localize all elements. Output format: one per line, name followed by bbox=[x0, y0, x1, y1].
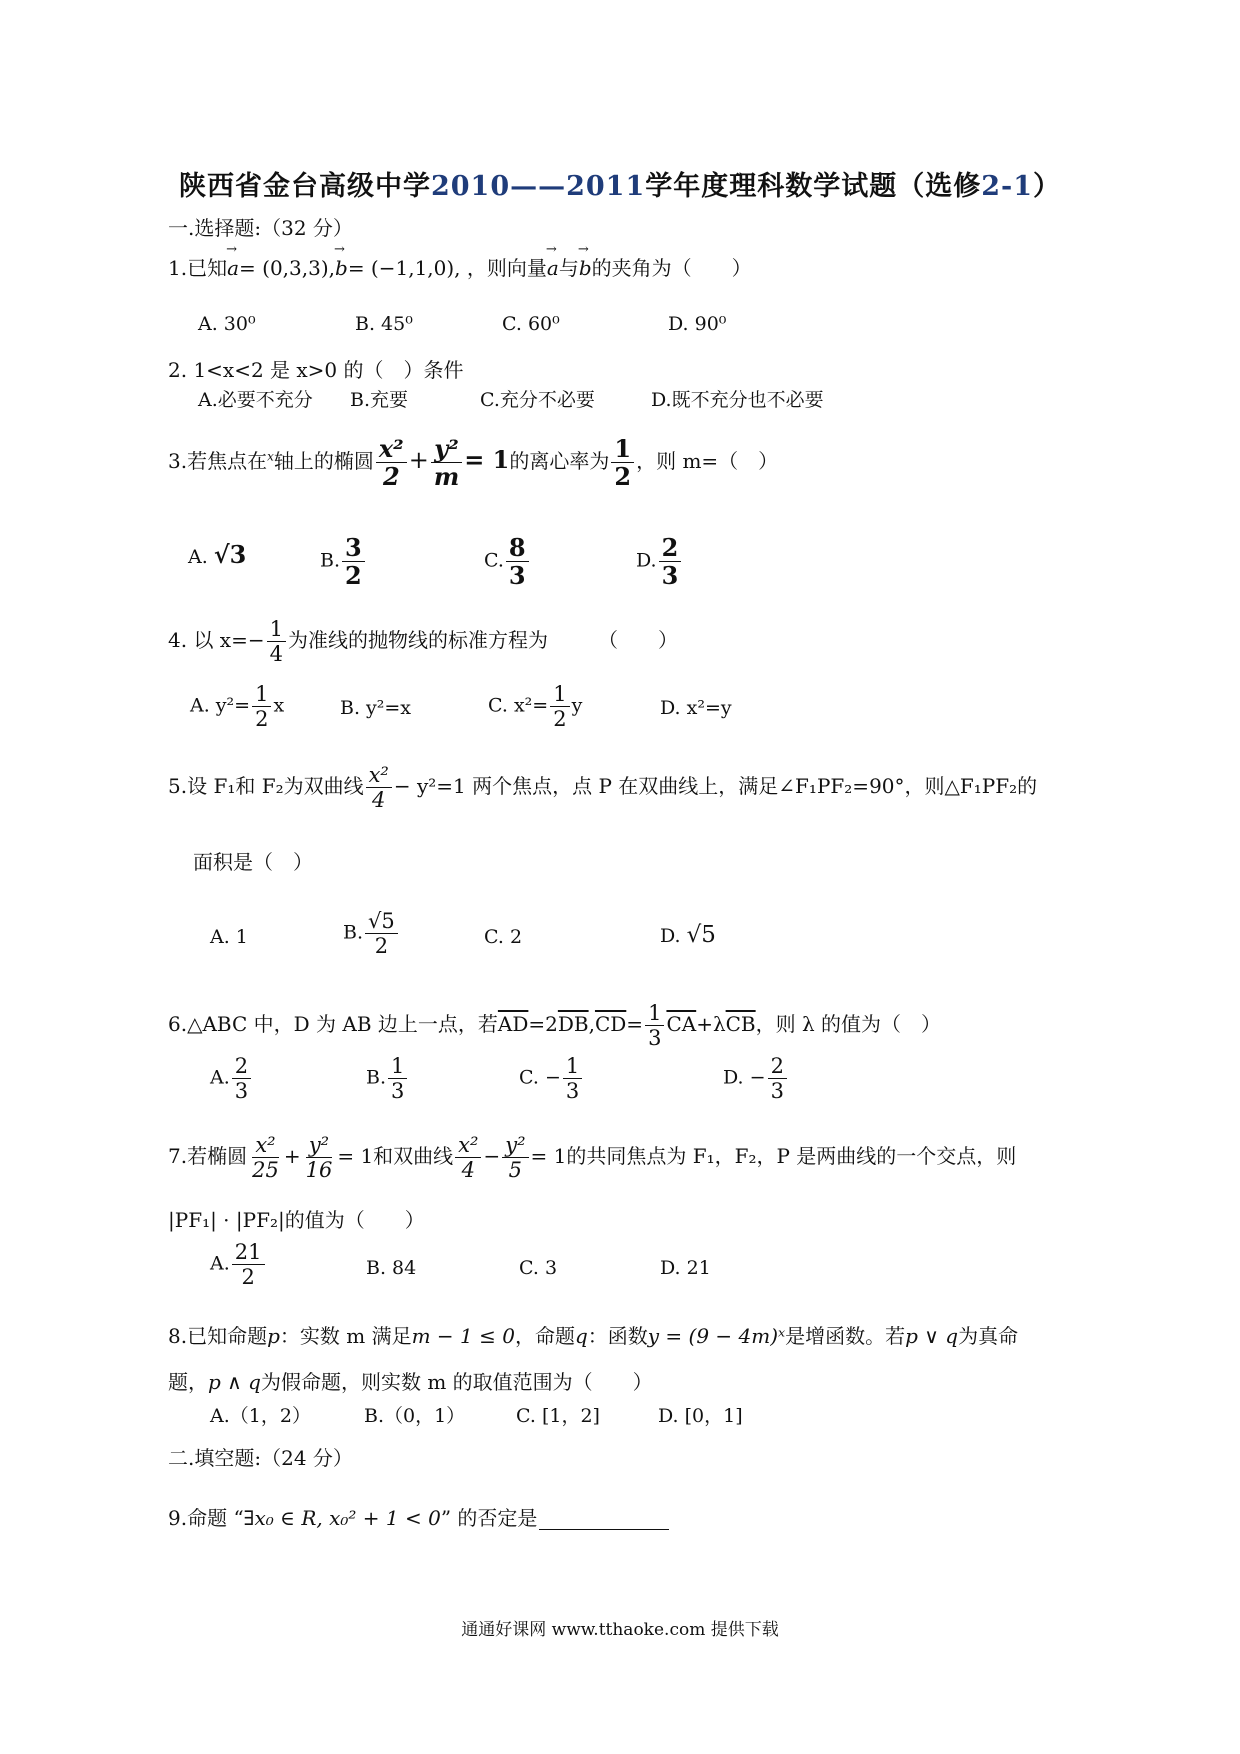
q7-option-d: D. 21 bbox=[660, 1257, 711, 1279]
q7-opt-a-label: A. bbox=[210, 1252, 230, 1275]
q7-frac-y2-5: $\frac{\text{y²}}{5}$ bbox=[502, 1134, 528, 1181]
q7-option-b: B. 84 bbox=[366, 1257, 417, 1279]
q6-vec-ad: $\overline{AD}$ bbox=[497, 1012, 529, 1037]
q1-option-a: A. 30⁰ bbox=[198, 313, 256, 335]
q6-eq1: =2 bbox=[528, 1012, 558, 1037]
q8-p-or-q: p ∨ q bbox=[905, 1324, 959, 1348]
q7-frac-y2-16: $\frac{\text{y²}}{16}$ bbox=[305, 1133, 333, 1183]
q6-comma: , bbox=[588, 1012, 595, 1037]
q4-opt-a-label: A. y²= bbox=[190, 694, 251, 717]
q6-opt-b-label: B. bbox=[366, 1066, 387, 1089]
question-2: 2. 1<x<2 是 x>0 的（ ）条件 bbox=[168, 358, 464, 382]
q6-eq2: = bbox=[626, 1012, 644, 1037]
q3-plus: + bbox=[408, 446, 429, 475]
q3-opt-a-label: A. bbox=[188, 546, 208, 568]
q3-frac-y2-m: $\frac{\text{y²}}{m}$ bbox=[431, 436, 462, 489]
q3-ellipse-text: 轴上的椭圆 bbox=[273, 449, 374, 474]
q8-function: y = (9 − 4m)ˣ bbox=[647, 1324, 786, 1348]
q5-frac-x2-4: $\frac{\text{x²}}{4}$ bbox=[366, 764, 392, 811]
q8-q-text: ，命题 bbox=[514, 1324, 575, 1348]
q5-stem: 5.设 F₁和 F₂为双曲线 bbox=[168, 774, 364, 799]
q6-vec-cb: $\overline{CB}$ bbox=[725, 1012, 756, 1037]
q6-opt-a-label: A. bbox=[210, 1066, 230, 1089]
q8-line-2 bbox=[168, 1370, 653, 1394]
q3-stem: 3.若焦点在 bbox=[168, 449, 268, 474]
question-5 bbox=[168, 764, 1037, 811]
q9-answer-blank bbox=[539, 1529, 669, 1530]
q3-opt-d-label: D. bbox=[636, 549, 657, 572]
q7-option-c: C. 3 bbox=[519, 1257, 558, 1279]
q3-ask: ，则 m=（ ） bbox=[636, 449, 779, 474]
q7-ask: |PF₁| · |PF₂|的值为（ ） bbox=[168, 1208, 425, 1232]
q1-option-c: C. 60⁰ bbox=[502, 313, 560, 335]
q8-p-text: ：实数 m 满足 bbox=[279, 1324, 412, 1348]
q6-opt-c-label: C. − bbox=[519, 1066, 561, 1089]
question-7 bbox=[168, 1134, 1016, 1181]
q1-vector-a-value: = (0,3,3), bbox=[239, 256, 335, 280]
q6-option-d bbox=[723, 1055, 789, 1102]
q6-opt-b-frac: $\frac{1}{3}$ bbox=[388, 1055, 407, 1102]
q7-plus: + bbox=[283, 1144, 301, 1169]
section-fill-heading: 二.填空题:（24 分） bbox=[168, 1446, 353, 1470]
q8-true-text: 为真命 bbox=[958, 1324, 1019, 1348]
q8-option-d: D. [0，1] bbox=[658, 1405, 743, 1427]
page-title bbox=[0, 164, 1240, 203]
q7-eq2: = 1 bbox=[530, 1144, 567, 1169]
q3-ecc-text: 的离心率为 bbox=[509, 449, 610, 474]
q4-option-c bbox=[488, 683, 582, 730]
q7-frac-x2-4: $\frac{\text{x²}}{4}$ bbox=[455, 1134, 481, 1181]
q1-stem: 1.已知 bbox=[168, 256, 228, 280]
q8-func-text: ：函数 bbox=[587, 1324, 648, 1348]
q6-opt-d-label: D. − bbox=[723, 1066, 766, 1089]
q8-option-a: A.（1，2） bbox=[210, 1405, 311, 1427]
q9-stem: 9.命题 “ bbox=[168, 1506, 244, 1530]
q4-frac-1-4: $\frac{1}{4}$ bbox=[267, 618, 286, 665]
q3-option-b bbox=[320, 533, 367, 591]
title-close: ） bbox=[1033, 171, 1062, 202]
question-9 bbox=[168, 1506, 669, 1530]
q7-frac-x2-25: $\frac{\text{x²}}{25}$ bbox=[252, 1133, 279, 1183]
q6-vec-ca: $\overline{CA}$ bbox=[666, 1012, 697, 1037]
q3-frac-x2-2: $\frac{\text{x²}}{2}$ bbox=[376, 436, 407, 489]
q5-condition: − y²=1 两个焦点，点 P 在双曲线上，满足∠F₁PF₂=90°，则△F₁PF₂的 bbox=[393, 774, 1038, 799]
q7-condition: 的共同焦点为 F₁，F₂，P 是两曲线的一个交点，则 bbox=[566, 1144, 1017, 1169]
q3-opt-b-label: B. bbox=[320, 549, 341, 572]
q6-frac-1-3: $\frac{1}{3}$ bbox=[645, 1002, 664, 1049]
vector-a-2: → a bbox=[547, 256, 559, 280]
q3-option-a bbox=[188, 541, 246, 570]
q6-ask: ，则 λ 的值为（ ） bbox=[755, 1012, 942, 1037]
q3-opt-a-value: √3 bbox=[213, 540, 247, 569]
q1-option-b: B. 45⁰ bbox=[355, 313, 413, 335]
q4-option-a bbox=[190, 683, 284, 730]
q5-option-d bbox=[660, 922, 716, 950]
q8-increasing-text: 是增函数。若 bbox=[785, 1324, 906, 1348]
q3-opt-c-frac: $\frac{8}{3}$ bbox=[506, 535, 529, 588]
title-school: 陕西省金台高级中学 bbox=[178, 171, 431, 202]
q1-vector-b-value: = (−1,1,0), ，则向量 bbox=[347, 256, 547, 280]
title-subject: 学年度理科数学试题（选修 bbox=[645, 171, 982, 202]
q6-option-a bbox=[210, 1055, 253, 1102]
q5-option-a: A. 1 bbox=[210, 926, 248, 948]
q6-vec-db: $\overline{DB}$ bbox=[557, 1012, 589, 1037]
q7-minus: − bbox=[483, 1144, 501, 1169]
q4-opt-c-label: C. x²= bbox=[488, 694, 549, 717]
vector-b-2: → b bbox=[579, 256, 592, 280]
q4-stem: 4. 以 x=− bbox=[168, 628, 265, 653]
page-footer: 通通好课网 www.tthaoke.com 提供下载 bbox=[461, 1620, 779, 1640]
q5-ask: 面积是（ ） bbox=[193, 850, 313, 874]
q5-opt-b-frac: $\frac{√5}{2}$ bbox=[365, 910, 398, 957]
question-3 bbox=[168, 434, 779, 492]
q4-opt-c-var: y bbox=[571, 694, 583, 717]
q6-option-b bbox=[366, 1055, 409, 1102]
q4-opt-a-var: x bbox=[273, 694, 285, 717]
q8-option-b: B.（0，1） bbox=[364, 1405, 466, 1427]
vector-a: → a bbox=[227, 256, 239, 280]
q6-vec-cd: $\overline{CD}$ bbox=[594, 1012, 627, 1037]
q1-and: 与 bbox=[558, 256, 579, 280]
q3-axis-x: x bbox=[267, 449, 274, 464]
q4-option-b: B. y²=x bbox=[340, 697, 412, 719]
q7-stem: 7.若椭圆 bbox=[168, 1144, 248, 1169]
q4-opt-a-frac: $\frac{1}{2}$ bbox=[252, 683, 271, 730]
q3-opt-c-label: C. bbox=[484, 549, 504, 572]
q3-opt-b-frac: $\frac{3}{2}$ bbox=[342, 535, 365, 588]
q8-p-condition: m − 1 ≤ 0 bbox=[411, 1324, 515, 1348]
question-8 bbox=[168, 1324, 1018, 1348]
q6-plus-lambda: +λ bbox=[696, 1012, 726, 1037]
q5-option-c: C. 2 bbox=[484, 926, 523, 948]
q8-p-and-q: p ∧ q bbox=[208, 1370, 261, 1394]
q5-option-b bbox=[343, 910, 400, 957]
q3-option-d bbox=[636, 533, 683, 591]
question-1 bbox=[168, 256, 752, 280]
q7-hyperbola-text: 和双曲线 bbox=[373, 1144, 454, 1169]
q3-frac-1-2: $\frac{1}{2}$ bbox=[611, 436, 634, 489]
q8-cont: 题， bbox=[168, 1370, 208, 1394]
q9-proposition: ∃x₀ ∈ R, x₀² + 1 < 0 bbox=[243, 1506, 441, 1530]
q6-opt-c-frac: $\frac{1}{3}$ bbox=[563, 1055, 582, 1102]
q4-option-d: D. x²=y bbox=[660, 697, 732, 719]
q3-opt-d-frac: $\frac{2}{3}$ bbox=[659, 535, 682, 588]
q4-paren: （ ） bbox=[597, 628, 678, 653]
q8-p: p bbox=[267, 1324, 280, 1348]
q6-opt-a-frac: $\frac{2}{3}$ bbox=[232, 1055, 251, 1102]
q2-option-b: B.充要 bbox=[350, 389, 409, 411]
q8-option-c: C. [1，2] bbox=[516, 1405, 600, 1427]
q4-opt-c-frac: $\frac{1}{2}$ bbox=[550, 683, 569, 730]
section-choice-heading: 一.选择题:（32 分） bbox=[168, 216, 353, 240]
q3-eq: = 1 bbox=[464, 445, 510, 475]
question-6 bbox=[168, 1002, 941, 1049]
q2-option-c: C.充分不必要 bbox=[480, 389, 595, 411]
q9-ask: ” 的否定是 bbox=[440, 1506, 538, 1530]
q6-opt-d-frac: $\frac{2}{3}$ bbox=[768, 1055, 787, 1102]
title-module: 2-1 bbox=[981, 171, 1034, 202]
vector-b: → b bbox=[335, 256, 348, 280]
q5-opt-b-label: B. bbox=[343, 921, 364, 944]
q7-opt-a-frac: $\frac{21}{2}$ bbox=[232, 1241, 265, 1288]
q8-ask: 为假命题，则实数 m 的取值范围为（ ） bbox=[260, 1370, 653, 1394]
q2-option-d: D.既不充分也不必要 bbox=[651, 389, 824, 411]
q5-opt-d-label: D. bbox=[660, 925, 681, 947]
q3-option-c bbox=[484, 533, 531, 591]
q6-stem: 6.△ABC 中，D 为 AB 边上一点，若 bbox=[168, 1012, 498, 1037]
q8-q: q bbox=[574, 1324, 588, 1348]
question-4 bbox=[168, 618, 678, 665]
q8-stem: 8.已知命题 bbox=[168, 1324, 268, 1348]
q1-ask: 的夹角为（ ） bbox=[591, 256, 752, 280]
q6-option-c bbox=[519, 1055, 584, 1102]
q2-option-a: A.必要不充分 bbox=[198, 389, 313, 411]
q1-option-d: D. 90⁰ bbox=[668, 313, 727, 335]
title-years: 2010——2011 bbox=[430, 171, 646, 202]
q5-opt-d-value: √5 bbox=[686, 922, 716, 948]
q7-eq1: = 1 bbox=[337, 1144, 374, 1169]
q4-ask: 为准线的抛物线的标准方程为 bbox=[287, 628, 548, 653]
q7-option-a bbox=[210, 1241, 267, 1288]
